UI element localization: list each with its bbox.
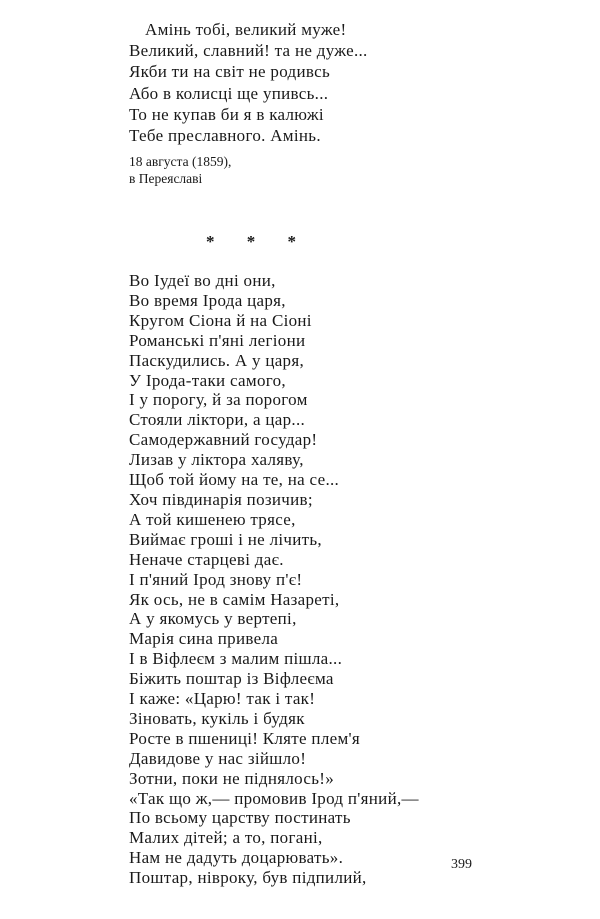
verse-line: «Так що ж,— промовив Ірод п'яний,— — [129, 788, 419, 808]
verse-line: Хоч півдинарія позичив; — [129, 489, 313, 509]
section-break-asterisks: * * * — [206, 232, 310, 251]
verse-line: І у порогу, й за порогом — [129, 390, 308, 410]
verse-line: Давидове у нас зійшло! — [129, 748, 307, 768]
verse-line: Якби ти на світ не родивсь — [129, 62, 330, 82]
verse-line: По всьому царству постинать — [129, 808, 351, 828]
verse-line: Романські п'яні легіони — [129, 330, 306, 350]
verse-line: Лизав у ліктора халяву, — [129, 450, 304, 470]
verse-line: Великий, славний! та не дуже... — [129, 41, 368, 61]
verse-line: Самодержавний государ! — [129, 430, 318, 450]
verse-line: Малих дітей; а то, погані, — [129, 828, 323, 848]
verse-line: І в Віфлеєм з малим пішла... — [129, 649, 343, 669]
verse-line: І каже: «Царю! так і так! — [129, 689, 316, 709]
closing-stanza — [129, 19, 368, 146]
dateline-date: 18 августа (1859), — [129, 154, 232, 169]
verse-line: Паскудились. А у царя, — [129, 350, 305, 370]
dateline — [129, 153, 231, 187]
verse-line: Нам не дадуть доцарювать». — [129, 848, 344, 868]
verse-line: Во время Ірода царя, — [129, 290, 286, 310]
dateline-place: в Переяславі — [129, 171, 203, 186]
verse-line: Кругом Сіона й на Сіоні — [129, 310, 312, 330]
verse-line: Поштар, нівроку, був підпилий, — [129, 868, 367, 888]
verse-line: А той кишенею трясе, — [129, 509, 296, 529]
verse-line: І п'яний Ірод знову п'є! — [129, 569, 303, 589]
verse-line: Зотни, поки не піднялось!» — [129, 768, 335, 788]
verse-line: Марія сина привела — [129, 629, 279, 649]
verse-line: Тебе преславного. Амінь. — [129, 126, 321, 146]
verse-line: Щоб той йому на те, на се... — [129, 470, 340, 490]
verse-line: Во Іудеї во дні они, — [129, 271, 276, 290]
verse-line: А у якомусь у вертепі, — [129, 609, 297, 629]
verse-line: Або в колисці ще упивсь... — [129, 83, 329, 103]
verse-line: Зіновать, кукіль і будяк — [129, 708, 305, 728]
verse-line: Стояли ліктори, а цар... — [129, 410, 306, 430]
verse-line: Амінь тобі, великий муже! — [145, 20, 347, 39]
verse-line: У Ірода-таки самого, — [129, 370, 286, 390]
verse-line: Біжить поштар із Віфлеєма — [129, 669, 334, 689]
poem-body — [129, 271, 419, 888]
verse-line: То не купав би я в калюжі — [129, 104, 324, 124]
verse-line: Як ось, не в самім Назареті, — [129, 589, 340, 609]
verse-line: Виймає гроші і не лічить, — [129, 529, 322, 549]
page-number: 399 — [451, 857, 472, 872]
verse-line: Росте в пшениці! Кляте плем'я — [129, 728, 360, 748]
verse-line: Неначе старцеві дає. — [129, 549, 284, 569]
